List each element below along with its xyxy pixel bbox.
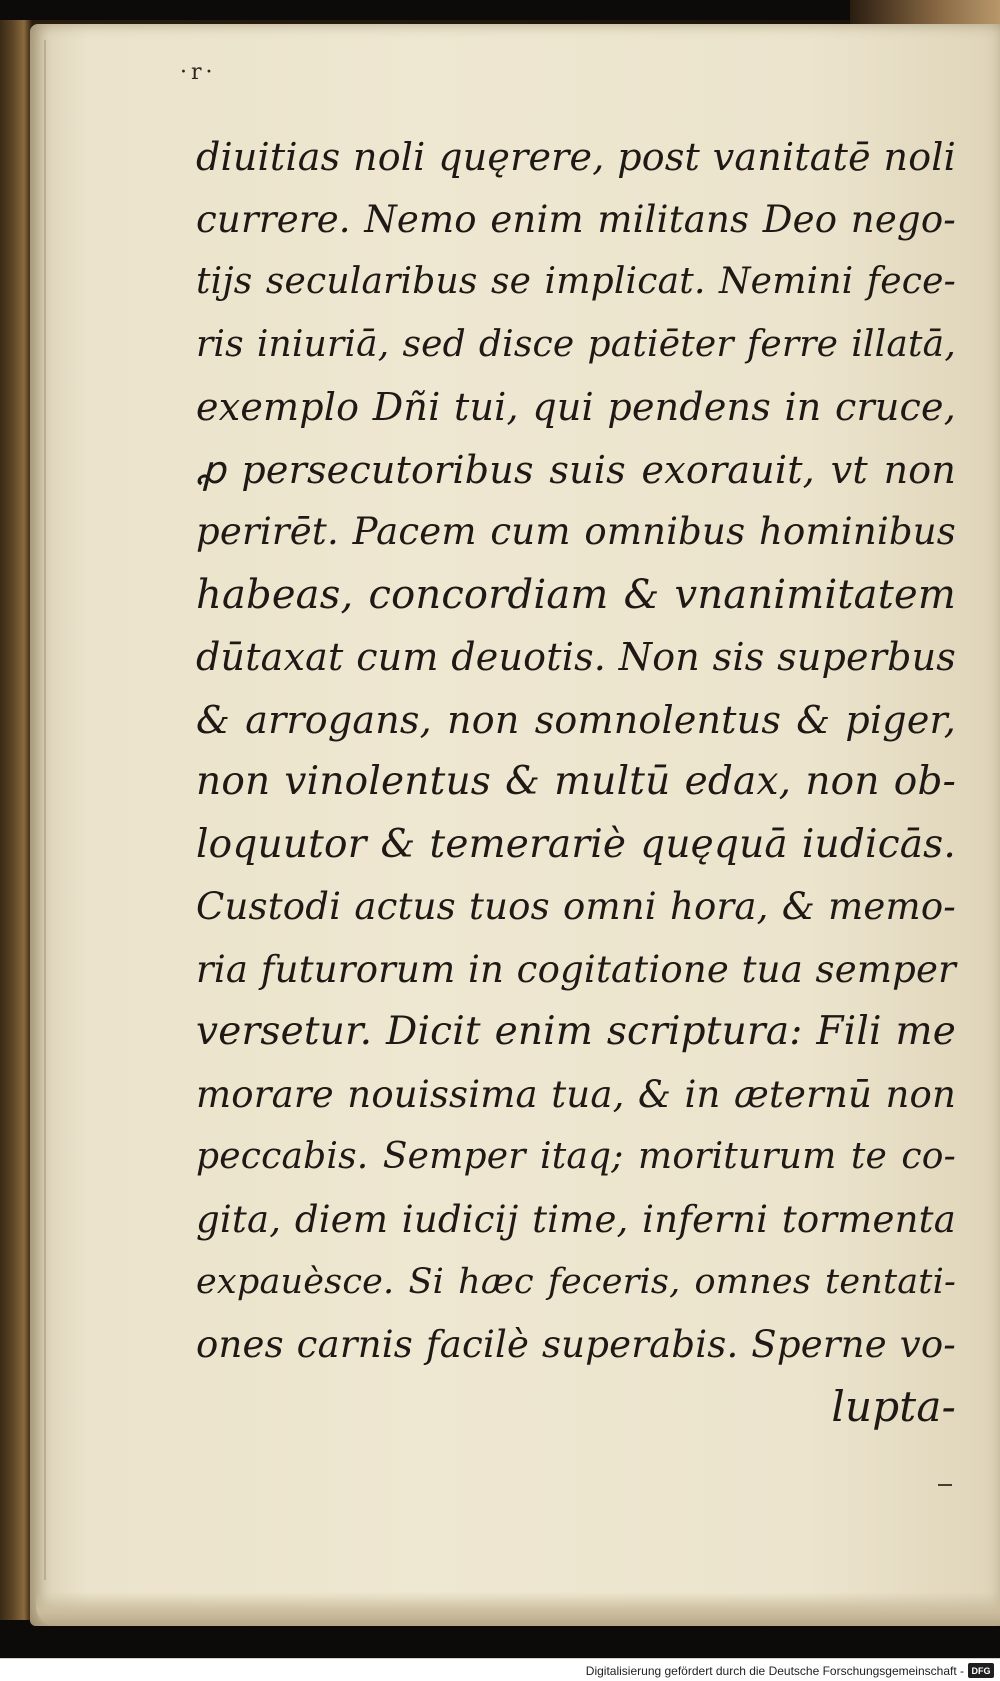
text-line: versetur. Dicit enim scriptura: Fili me bbox=[196, 1009, 956, 1054]
digitization-credit: Digitalisierung gefördert durch die Deutsche Forschungsgemeinschaft - bbox=[585, 1664, 964, 1678]
text-line: loquutor & temerariè quęquā iudicās. bbox=[196, 821, 956, 867]
page-bottom-edge bbox=[36, 1592, 1000, 1626]
text-line: currere. Nemo enim militans Deo nego- bbox=[196, 197, 956, 241]
text-line: Custodi actus tuos omni hora, & memo- bbox=[196, 885, 956, 928]
gutter-line bbox=[44, 40, 46, 1580]
catchword-mark bbox=[938, 1484, 952, 1486]
text-line: gita, diem iudicij time, inferni tormenta bbox=[196, 1197, 956, 1241]
text-line: ris iniuriā, sed disce patiēter ferre illatā, bbox=[196, 323, 956, 365]
page-text bbox=[196, 126, 956, 1439]
text-line: peccabis. Semper itaq; moriturum te co- bbox=[196, 1136, 956, 1177]
text-line: & arrogans, non somnolentus & piger, bbox=[196, 697, 956, 742]
text-line: perirēt. Pacem cum omnibus hominibus bbox=[196, 510, 956, 553]
cover-corner bbox=[850, 0, 1000, 26]
text-line: diuitias noli quęrere, post vanitatē noli bbox=[196, 135, 956, 179]
text-line: dūtaxat cum deuotis. Non sis superbus bbox=[196, 635, 956, 679]
text-line: morare nouissima tua, & in æternū non bbox=[196, 1072, 956, 1116]
text-line: exemplo Dñi tui, qui pendens in cruce, bbox=[196, 385, 956, 429]
text-line: ones carnis facilè superabis. Sperne vo- bbox=[196, 1322, 956, 1366]
text-line: non vinolentus & multū edax, non ob- bbox=[196, 759, 956, 804]
dfg-logo: DFG bbox=[968, 1663, 994, 1678]
footer-bar bbox=[0, 1658, 1000, 1681]
text-line: tijs secularibus se implicat. Nemini fece- bbox=[196, 261, 956, 302]
text-line: habeas, concordiam & vnanimitatem bbox=[196, 571, 956, 618]
text-line: ria futurorum in cogitatione tua semper bbox=[196, 947, 956, 991]
text-line: expauèsce. Si hæc feceris, omnes tentati- bbox=[196, 1262, 956, 1302]
text-line: ꝓ persecutoribus suis exorauit, vt non bbox=[196, 447, 956, 492]
page-marks: ·r· bbox=[180, 60, 217, 85]
catchword: lupta- bbox=[831, 1382, 956, 1431]
